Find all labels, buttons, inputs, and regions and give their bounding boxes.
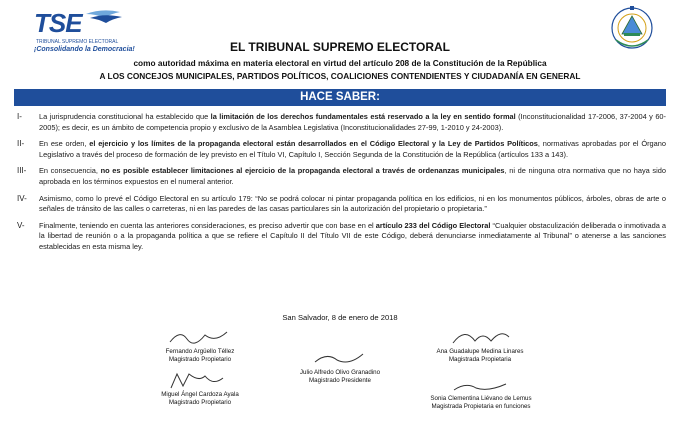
handwritten-signature [165, 327, 235, 347]
header-addressees: A LOS CONCEJOS MUNICIPALES, PARTIDOS POLÍTICOS, COALICIONES CONTENDIENTES Y CIUDADANÍA EN GENERAL [99, 71, 581, 81]
item-text-cont: , normativas aprobadas por el Órgano Legislativo a través del proceso de formación de ley previsto en el Título VI, Capítulo I, Sección Segunda de la Constitución de la República (artículos 133 a 143). [39, 139, 666, 159]
item-number: II- [17, 139, 25, 149]
item-number: III- [17, 166, 27, 176]
statement-item [14, 194, 666, 215]
page-title: EL TRIBUNAL SUPREMO ELECTORAL [229, 40, 450, 54]
statement-item [14, 221, 666, 253]
signature-block [280, 348, 400, 386]
item-emphasis: la limitación de los derechos fundamentales está reservado a la ley en sentido formal [210, 112, 516, 121]
handwritten-signature [445, 327, 515, 347]
item-text: En consecuencia, [39, 166, 101, 176]
place-date: San Salvador, 8 de enero de 2018 [282, 313, 398, 322]
statement-item [14, 112, 666, 133]
hace-saber-banner: HACE SABER: [14, 89, 666, 106]
item-text: Asimismo, como lo prevé el Código Electoral en su artículo 179: “No se podrá colocar ni pintar propaganda política en los edificios, ni en los monumentos públicos, árboles, obras de arte o señales de tránsito de las calles o carreteras, ni en las paredes de las casas particulares sin la autorización del propietario o propietaria.” [39, 193, 666, 214]
handwritten-signature [165, 370, 235, 390]
signatory-name: Ana Guadalupe Medina Linares [436, 348, 524, 355]
item-number: V- [17, 220, 25, 230]
logo-motto: ¡Consolidando la Democracia! [34, 46, 135, 53]
handwritten-signature [446, 380, 516, 394]
handwritten-signature [305, 348, 375, 368]
item-text: En ese orden, [39, 139, 90, 149]
signatory-role: Magistrada Propietaria en funciones [431, 403, 531, 411]
item-text: La jurisprudencia constitucional ha establecido que [39, 112, 211, 121]
item-text-cont: , ni de ninguna otra normativa que no haya sido aprobada en los términos expuestos en el numeral anterior. [39, 166, 666, 186]
signatory-role: Magistrado Propietario [168, 399, 232, 407]
signature-block [140, 327, 260, 365]
signatory-name: Fernando Argüello Téllez [165, 348, 235, 355]
signatory-name: Sonia Clementina Liévano de Lemus [430, 395, 532, 402]
signature-block [420, 327, 540, 365]
signatory-role: Magistrado Presidente [309, 377, 371, 385]
item-number: IV- [17, 193, 27, 203]
statement-item [14, 166, 666, 187]
item-emphasis: el ejercicio y los límites de la propaganda electoral están desarrollados en el Código Electoral y la Ley de Partidos Políticos [89, 139, 538, 149]
item-text-cont: “Cualquier obstaculización deliberada o inmotivada a la libertad de reunión o a la propaganda política a que se refiere el Capítulo II del Título VII de este Código, deberá denunciarse inmediatamente al Tribunal” o atenerse a las sanciones establecidas en esta misma ley. [39, 220, 666, 251]
item-emphasis: artículo 233 del Código Electoral [375, 220, 491, 230]
signatory-role: Magistrada Propietaria [448, 356, 512, 364]
logo-text: TSE [34, 8, 82, 38]
header-subtitle: como autoridad máxima en materia electoral en virtud del artículo 208 de la Constitución de la República [133, 58, 547, 68]
statement-list [14, 112, 666, 259]
signatory-name: Julio Alfredo Olivo Granadino [299, 369, 381, 376]
signature-block [140, 370, 260, 408]
logo-subtitle: TRIBUNAL SUPREMO ELECTORAL [36, 39, 119, 45]
item-number: I- [17, 112, 22, 121]
signatory-name: Miguel Ángel Cardoza Ayala [161, 391, 239, 398]
item-text-cont: (Inconstitucionalidad 17-2006, 37-2004 y 60-2005); es decir, es un ámbito de competencia propio y exclusivo de la Asamblea Legislativa (Inconstitucionalidades 27-99, 1-2010 y 24-2003). [39, 112, 666, 132]
signature-block [406, 380, 556, 412]
statement-item [14, 139, 666, 160]
signatory-role: Magistrado Propietario [168, 356, 232, 364]
item-emphasis: no es posible establecer limitaciones al ejercicio de la propaganda electoral a través de ordenanzas municipales [100, 166, 505, 176]
item-text: Finalmente, teniendo en cuenta las anteriores consideraciones, es preciso advertir que con base en el [39, 220, 376, 230]
